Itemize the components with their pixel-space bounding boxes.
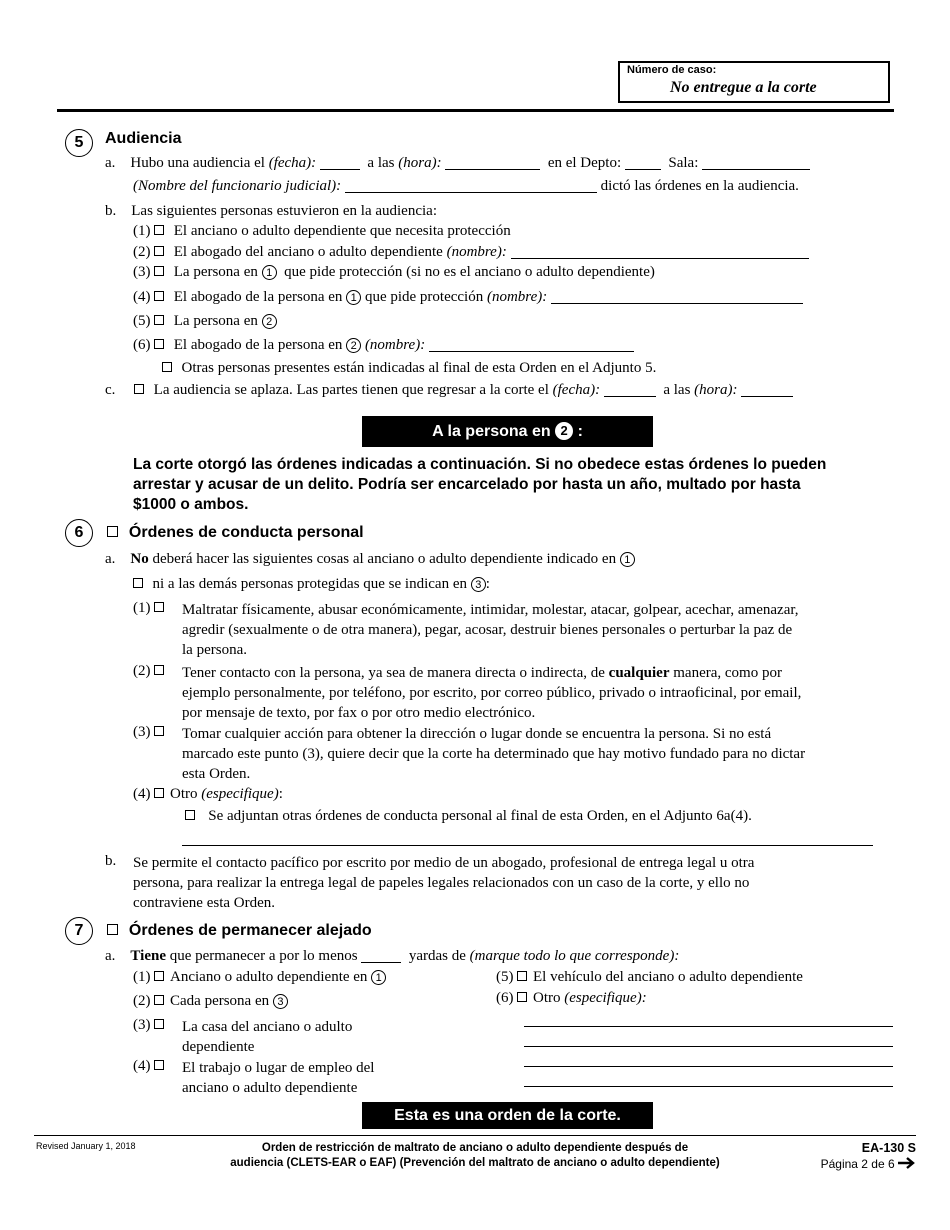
- attendee-4: (4) El abogado de la persona en 1 que pide protección (nombre):: [133, 289, 803, 306]
- next-page-arrow-icon: [898, 1157, 916, 1169]
- attendees-intro: b. Las siguientes personas estuvieron en la audiencia:: [105, 203, 437, 219]
- warning-text: La corte otorgó las órdenes indicadas a continuación. Si no obedece estas órdenes lo pueden arrestar y acusar de un delito. Podría ser encarcelado por hasta un año, multado por hasta $1000 o ambos.: [133, 456, 827, 513]
- stay-away-item-3-num: (3): [133, 1017, 166, 1034]
- conduct-item-4: (4) Otro (especifique):: [133, 786, 283, 802]
- conduct-attachment-checkbox[interactable]: [185, 810, 195, 820]
- conduct-item-2-num: (2): [133, 663, 166, 680]
- conduct-item-4-checkbox[interactable]: [154, 788, 164, 798]
- conduct-item-3-num: (3): [133, 724, 166, 741]
- attendee-other: Otras personas presentes están indicadas al final de esta Orden en el Adjunto 5.: [162, 360, 656, 377]
- section-6-checkbox[interactable]: [107, 526, 118, 537]
- stay-away-item-6: (6) Otro (especifique):: [496, 990, 647, 1006]
- judicial-officer-field[interactable]: [345, 178, 597, 193]
- conduct-attachment-line: Se adjuntan otras órdenes de conducta personal al final de esta Orden, en el Adjunto 6a(4).: [185, 808, 752, 825]
- attendee-5: (5) La persona en 2: [133, 313, 277, 330]
- conduct-b-letter: b.: [105, 853, 117, 869]
- form-id: EA-130 S: [861, 1141, 916, 1155]
- footer-rule: [34, 1135, 916, 1136]
- stay-away-item-4-checkbox[interactable]: [154, 1060, 164, 1070]
- judicial-officer-line: (Nombre del funcionario judicial): dictó las órdenes en la audiencia.: [133, 178, 799, 194]
- attendee-6-name-field[interactable]: [429, 337, 634, 352]
- hearing-continued-checkbox[interactable]: [134, 384, 144, 394]
- continued-time-field[interactable]: [741, 382, 793, 397]
- conduct-item-2-text: Tener contacto con la persona, ya sea de manera directa o indirecta, de cualquier manera, como por ejemplo personalmente, por teléfono, por escrito, por correo público, privado o intraoficinal, por email, por mensaje de texto, por fax o por otro medio electrónico.: [182, 665, 802, 721]
- attendee-1: (1) El anciano o adulto dependiente que necesita protección: [133, 223, 511, 239]
- conduct-item-3-checkbox[interactable]: [154, 726, 164, 736]
- conduct-b-text: Se permite el contacto pacífico por escrito por medio de un abogado, profesional de entrega legal u otra persona, para realizar la entrega legal de papeles legales relacionados con un caso de la corte, y ello no contraviene esta Orden.: [133, 855, 755, 911]
- stay-away-item-1: (1) Anciano o adulto dependiente en 1: [133, 969, 386, 986]
- stay-away-a-line: a. Tiene que permanecer a por lo menos yardas de (marque todo lo que corresponde):: [105, 948, 680, 964]
- page-number: Página 2 de 6: [820, 1157, 895, 1171]
- stay-away-other-field-4[interactable]: [524, 1086, 893, 1087]
- stay-away-item-3-checkbox[interactable]: [154, 1019, 164, 1029]
- section-7-title-row: Órdenes de permanecer alejado: [107, 922, 372, 940]
- stay-away-other-field-2[interactable]: [524, 1046, 893, 1047]
- attendee-3-checkbox[interactable]: [154, 266, 164, 276]
- section-5-number: 5: [65, 129, 93, 157]
- attendee-6: (6) El abogado de la persona en 2 (nombre):: [133, 337, 634, 354]
- stay-away-item-5-checkbox[interactable]: [517, 971, 527, 981]
- conduct-item-1-checkbox[interactable]: [154, 602, 164, 612]
- banner-circle-number: 2: [555, 422, 573, 440]
- hearing-room-field[interactable]: [702, 155, 810, 170]
- stay-away-item-3-text: La casa del anciano o adulto dependiente: [182, 1019, 353, 1055]
- section-6-title-row: Órdenes de conducta personal: [107, 524, 364, 542]
- attendee-2-checkbox[interactable]: [154, 246, 164, 256]
- attendee-6-checkbox[interactable]: [154, 339, 164, 349]
- section-7-number: 7: [65, 917, 93, 945]
- stay-away-item-6-checkbox[interactable]: [517, 992, 527, 1002]
- attendee-5-checkbox[interactable]: [154, 315, 164, 325]
- case-number-box: [618, 61, 890, 103]
- stay-away-item-2-checkbox[interactable]: [154, 995, 164, 1005]
- attendee-2: (2) El abogado del anciano o adulto dependiente (nombre):: [133, 244, 809, 261]
- conduct-other-field[interactable]: [182, 845, 873, 846]
- stay-away-yards-field[interactable]: [361, 948, 401, 963]
- conduct-item-1-text: Maltratar físicamente, abusar económicamente, intimidar, molestar, atacar, golpear, acechar, amenazar, agredir (sexualmente o de otra manera), pegar, acosar, destruir bienes personales o perturbar la paz de la persona.: [182, 602, 799, 658]
- section-6-number: 6: [65, 519, 93, 547]
- restrained-person-banner: A la persona en 2 :: [362, 416, 653, 447]
- section-5-title: Audiencia: [105, 130, 182, 147]
- section-7-checkbox[interactable]: [107, 924, 118, 935]
- hearing-continued-line: c. La audiencia se aplaza. Las partes tienen que regresar a la corte el (fecha): a las (hora):: [105, 382, 793, 399]
- conduct-item-3-text: Tomar cualquier acción para obtener la dirección o lugar donde se encuentra la persona. Si no está marcado este punto (3), quiere decir que la corte ha determinado que hay motivo fundado para no dictar esta Orden.: [182, 726, 806, 782]
- continued-date-field[interactable]: [604, 382, 656, 397]
- stay-away-item-4-num: (4): [133, 1058, 166, 1075]
- other-protected-checkbox[interactable]: [133, 578, 143, 588]
- attendee-4-name-field[interactable]: [551, 289, 803, 304]
- stay-away-other-field-3[interactable]: [524, 1066, 893, 1067]
- attendee-3: (3) La persona en 1 que pide protección (si no es el anciano o adulto dependiente): [133, 264, 655, 280]
- stay-away-item-4-text: El trabajo o lugar de empleo del anciano o adulto dependiente: [182, 1060, 375, 1096]
- stay-away-item-2: (2) Cada persona en 3: [133, 993, 288, 1010]
- conduct-item-1-num: (1): [133, 600, 166, 617]
- stay-away-item-1-checkbox[interactable]: [154, 971, 164, 981]
- revised-date: Revised January 1, 2018: [36, 1141, 136, 1151]
- attendee-other-checkbox[interactable]: [162, 362, 172, 372]
- page-number-row: [821, 1157, 916, 1171]
- hearing-date-line: a. Hubo una audiencia el (fecha): a las (hora): en el Depto: Sala:: [105, 155, 810, 172]
- attendee-4-checkbox[interactable]: [154, 291, 164, 301]
- header-rule: [57, 109, 894, 112]
- conduct-item-2-checkbox[interactable]: [154, 665, 164, 675]
- attendee-1-checkbox[interactable]: [154, 225, 164, 235]
- conduct-a-line: a. No deberá hacer las siguientes cosas al anciano o adulto dependiente indicado en 1: [105, 551, 635, 568]
- hearing-date-field[interactable]: [320, 155, 360, 170]
- stay-away-other-field-1[interactable]: [524, 1026, 893, 1027]
- hearing-time-field[interactable]: [445, 155, 540, 170]
- footer-title: Orden de restricción de maltrato de anciano o adulto dependiente después de audiencia (CLETS-EAR o EAF) (Prevención del maltrato de anciano o adulto dependiente): [230, 1142, 720, 1169]
- court-order-banner: Esta es una orden de la corte.: [362, 1102, 653, 1129]
- case-number-value: No entregue a la corte: [670, 79, 817, 96]
- case-number-label: Número de caso:: [627, 64, 717, 76]
- conduct-a-others: ni a las demás personas protegidas que se indican en 3 :: [133, 576, 490, 593]
- hearing-dept-field[interactable]: [625, 155, 661, 170]
- attendee-2-name-field[interactable]: [511, 244, 809, 259]
- stay-away-item-5: (5) El vehículo del anciano o adulto dependiente: [496, 969, 803, 985]
